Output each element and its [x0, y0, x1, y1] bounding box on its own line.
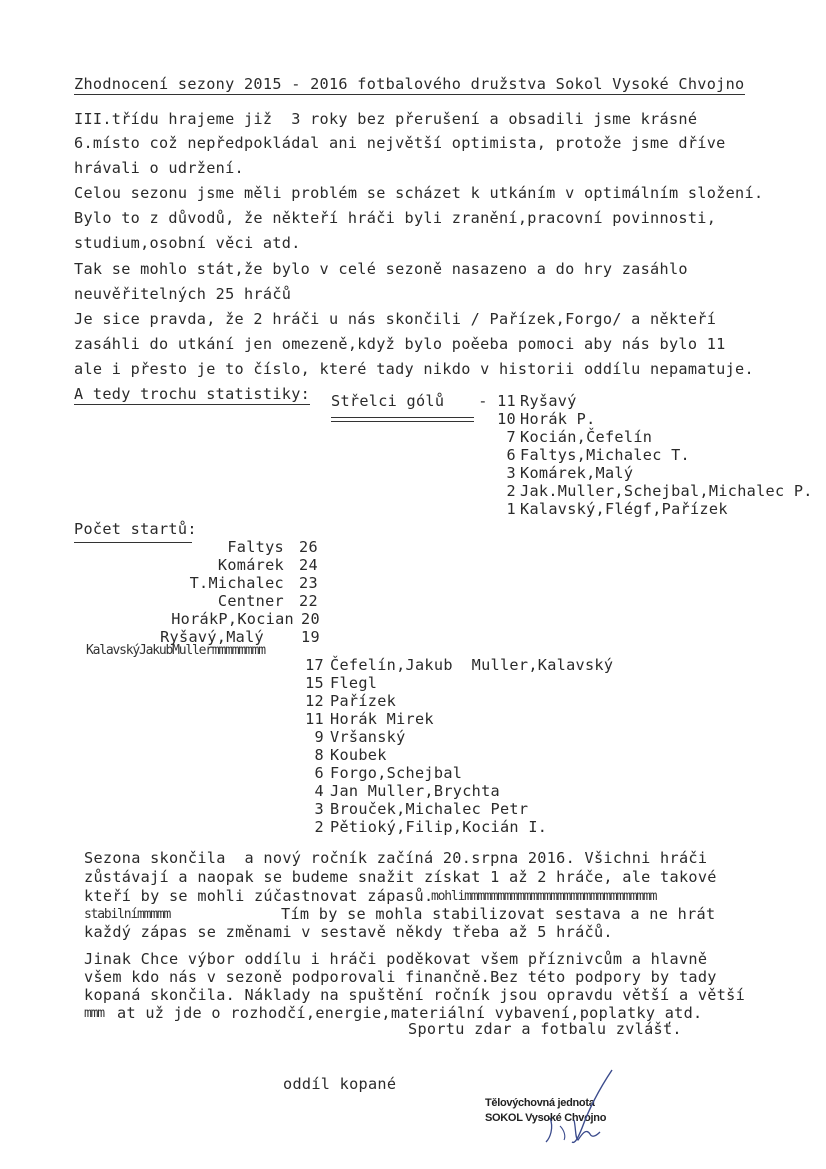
starts-count: 17	[305, 656, 324, 674]
outro-line: zůstávají a naopak se budeme snažit získat 1 až 2 hráče, ale takové	[84, 868, 717, 886]
intro-line: neuvěřitelných 25 hráčů	[74, 285, 292, 303]
starts-names: T.Michalec	[189, 574, 284, 592]
scorer-names: Horák P.	[520, 410, 596, 428]
starts-names: Pařízek	[330, 692, 397, 710]
closing-line: Sportu zdar a fotbalu zvlášť.	[408, 1020, 682, 1038]
intro-line: Bylo to z důvodů, že někteří hráči byli zranění,pracovní povinnosti,	[74, 209, 717, 227]
struck-over-text: stabilnímmmmm	[84, 907, 171, 922]
starts-names: Komárek	[217, 556, 284, 574]
struck-over-text: KalavskýJakubMullermmmmmmmm	[86, 643, 265, 658]
scorer-goals: 7	[506, 428, 516, 446]
scorer-names: Kocián,Čefelín	[520, 428, 653, 446]
starts-names: Flegl	[330, 674, 378, 692]
starts-count: 20	[301, 610, 320, 628]
outro-line: Tím by se mohla stabilizovat sestava a ne hrát	[281, 905, 716, 923]
starts-names: Vršanský	[330, 728, 406, 746]
scorer-goals: - 11	[478, 392, 516, 410]
document-title: Zhodnocení sezony 2015 - 2016 fotbalového družstva Sokol Vysoké Chvojno	[74, 75, 745, 93]
starts-names: Ryšavý,Malý	[160, 628, 264, 646]
signature-line: oddíl kopané	[283, 1075, 397, 1093]
starts-count: 19	[301, 628, 320, 646]
outro-line: kteří by se mohli zúčastnovat zápasů.	[84, 887, 434, 905]
intro-line: III.třídu hrajeme již 3 roky bez přerušení a obsadili jsme krásné	[74, 110, 698, 128]
intro-line: Tak se mohlo stát,že bylo v celé sezoně nasazeno a do hry zasáhlo	[74, 260, 688, 278]
intro-line: ale i přesto je to číslo, které tady nikdo v historii oddílu nepamatuje.	[74, 360, 754, 378]
starts-count: 22	[299, 592, 318, 610]
scorer-names: Jak.Muller,Schejbal,Michalec P.	[520, 482, 813, 500]
starts-count: 24	[299, 556, 318, 574]
starts-count: 9	[314, 728, 324, 746]
starts-names: Forgo,Schejbal	[330, 764, 463, 782]
starts-count: 26	[299, 538, 318, 556]
starts-count: 15	[305, 674, 324, 692]
struck-over-text: mohlimmmmmmmmmmmmmmmmmmmmmmmmmmmmm	[431, 889, 657, 904]
scorer-goals: 6	[506, 446, 516, 464]
scorer-goals: 3	[506, 464, 516, 482]
starts-names: Jan Muller,Brychta	[330, 782, 500, 800]
starts-count: 4	[314, 782, 324, 800]
starts-count: 6	[314, 764, 324, 782]
struck-over-text: mmm	[84, 1006, 104, 1021]
intro-line: studium,osobní věci atd.	[74, 234, 301, 252]
scorer-names: Komárek,Malý	[520, 464, 634, 482]
scorer-names: Kalavský,Flégf,Pařízek	[520, 500, 728, 518]
outro-line: Jinak Chce výbor oddílu i hráči poděkovat všem příznivcům a hlavně	[84, 950, 708, 968]
starts-count: 3	[314, 800, 324, 818]
starts-names: Faltys	[227, 538, 284, 556]
intro-line: Je sice pravda, že 2 hráči u nás skončili / Pařízek,Forgo/ a někteří	[74, 310, 717, 328]
intro-line: hrávali o udržení.	[74, 159, 244, 177]
starts-names: Brouček,Michalec Petr	[330, 800, 529, 818]
intro-line: Celou sezonu jsme měli problém se scházet k utkáním v optimálním složení.	[74, 184, 764, 202]
scorer-goals: 10	[497, 410, 516, 428]
outro-line: Sezona skončila a nový ročník začíná 20.srpna 2016. Všichni hráči	[84, 849, 708, 867]
scorers-heading-rule-2	[331, 421, 474, 422]
scorer-goals: 1	[506, 500, 516, 518]
club-stamp-line: SOKOL Vysoké Chvojno	[485, 1112, 607, 1124]
outro-line: každý zápas se změnami v sestavě někdy třeba až 5 hráčů.	[84, 923, 613, 941]
starts-names: Pětioký,Filip,Kocián I.	[330, 818, 548, 836]
starts-names: HorákP,Kocian	[171, 610, 294, 628]
outro-line: at už jde o rozhodčí,energie,materiální vybavení,poplatky atd.	[117, 1004, 703, 1022]
scorer-names: Ryšavý	[520, 392, 577, 410]
handwritten-signature	[520, 1068, 630, 1158]
starts-count: 11	[305, 710, 324, 728]
starts-names: Horák Mirek	[330, 710, 434, 728]
starts-count: 2	[314, 818, 324, 836]
scorer-goals: 2	[506, 482, 516, 500]
starts-names: Koubek	[330, 746, 387, 764]
outro-line: kopaná skončila. Náklady na spuštění ročník jsou opravdu větší a větší	[84, 986, 746, 1004]
stats-intro: A tedy trochu statistiky:	[74, 385, 311, 403]
scorer-names: Faltys,Michalec T.	[520, 446, 690, 464]
intro-line: 6.místo což nepředpokládal ani největší optimista, protože jsme dříve	[74, 134, 726, 152]
starts-count: 8	[314, 746, 324, 764]
outro-line: všem kdo nás v sezoně podporovali finančně.Bez této podpory by tady	[84, 968, 717, 986]
club-stamp-line: Tělovýchovná jednota	[485, 1097, 595, 1109]
scorers-heading: Střelci gólů	[331, 392, 445, 410]
starts-names: Čefelín,Jakub Muller,Kalavský	[330, 656, 614, 674]
scorers-heading-rule	[331, 417, 474, 418]
starts-count: 12	[305, 692, 324, 710]
intro-line: zasáhli do utkání jen omezeně,když bylo poěeba pomoci aby nás bylo 11	[74, 335, 726, 353]
starts-heading: Počet startů:	[74, 520, 197, 538]
starts-names: Centner	[217, 592, 284, 610]
starts-count: 23	[299, 574, 318, 592]
